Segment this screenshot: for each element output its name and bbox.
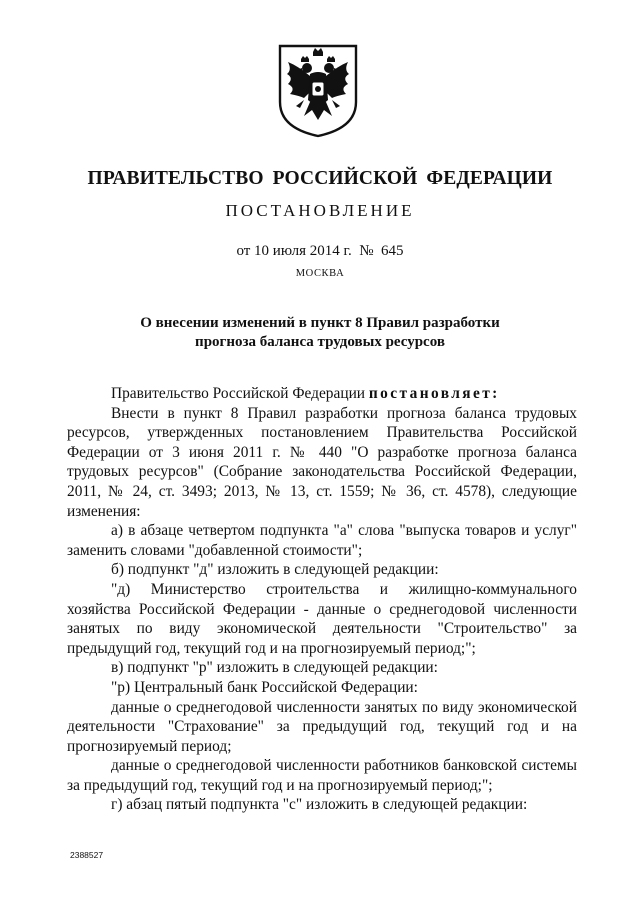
paragraph-item-g: г) абзац пятый подпункта "с" изложить в следующей редакции:	[111, 796, 528, 814]
document-body	[67, 384, 577, 815]
resolves-word: постановляет:	[368, 385, 500, 402]
document-date-number: от 10 июля 2014 г. № 645	[236, 243, 404, 259]
preamble-text: Правительство Российской Федерации	[111, 385, 369, 402]
paragraph-item-v-data-1: данные о среднегодовой численности занятых по виду экономической деятельности "Страхование" за предыдущий год, текущий год и на прогнозируемый период;	[67, 698, 577, 755]
government-name: ПРАВИТЕЛЬСТВО РОССИЙСКОЙ ФЕДЕРАЦИИ	[87, 168, 553, 189]
document-title-line-2: прогноза баланса трудовых ресурсов	[195, 334, 445, 350]
paragraph-item-v-data-2: данные о среднегодовой численности работников банковской системы за предыдущий год, текущий год и на прогнозируемый период;";	[67, 757, 577, 794]
paragraph-preamble	[67, 384, 577, 404]
document-title-line-1: О внесении изменений в пункт 8 Правил разработки	[140, 315, 500, 331]
paragraph-item-a: а) в абзаце четвертом подпункта "а" слова "выпуска товаров и услуг" заменить словами "добавленной стоимости";	[67, 522, 577, 559]
document-id: 2388527	[70, 850, 104, 860]
paragraph-item-v-text: "р) Центральный банк Российской Федерации:	[111, 678, 418, 696]
document-type: ПОСТАНОВЛЕНИЕ	[225, 201, 415, 220]
paragraph-item-b-text: "д) Министерство строительства и жилищно-коммунального хозяйства Российской Федерации - данные о среднегодовой численности занятых по виду экономической деятельности "Строительство" за предыдущий год, текущий год и на прогнозируемый период;";	[67, 580, 577, 657]
document-city: МОСКВА	[295, 268, 345, 279]
paragraph-item-v: в) подпункт "р" изложить в следующей редакции:	[111, 659, 438, 677]
russian-coat-of-arms-icon	[268, 40, 368, 140]
paragraph-item-b: б) подпункт "д" изложить в следующей редакции:	[111, 561, 439, 579]
paragraph-main: Внести в пункт 8 Правил разработки прогноза баланса трудовых ресурсов, утвержденных постановлением Правительства Российской Федерации от 3 июня 2011 г. № 440 "О разработке прогноза баланса трудовых ресурсов" (Собрание законодательства Российской Федерации, 2011, № 24, ст. 3493; 2013, № 13, ст. 1559; № 36, ст. 4578), следующие изменения:	[67, 404, 577, 520]
document-title	[0, 314, 640, 352]
